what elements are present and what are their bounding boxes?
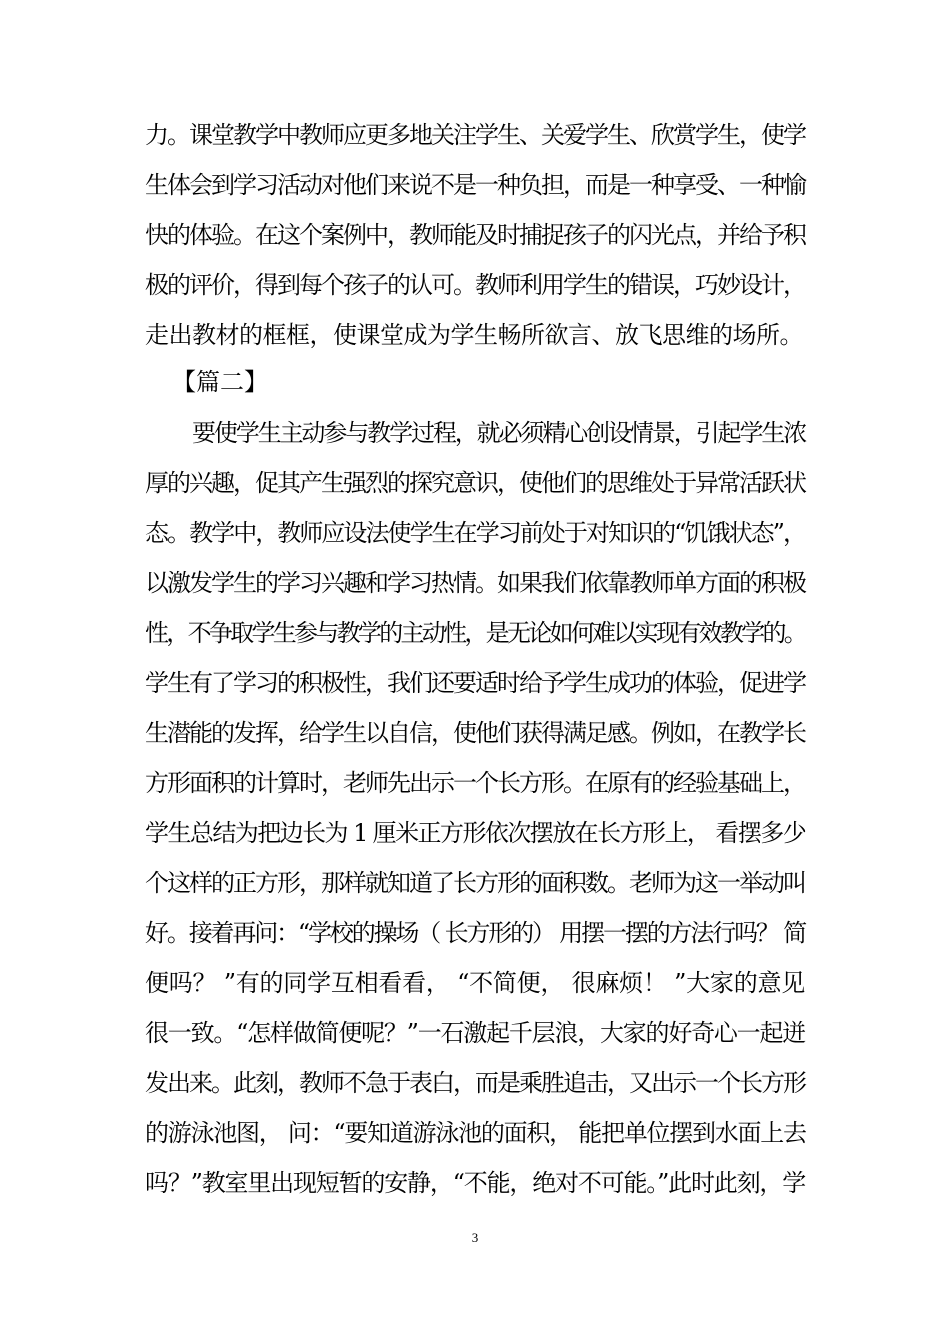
paragraph-2-line-2: 厚的兴趣，促其产生强烈的探究意识，使他们的思维处于异常活跃状 bbox=[145, 469, 805, 497]
section-heading: 【篇二】 bbox=[172, 368, 268, 396]
paragraph-2-line-7: 生潜能的发挥，给学生以自信，使他们获得满足感。例如，在教学长 bbox=[145, 719, 805, 747]
paragraph-2-line-15: 的游泳池图， 问：“要知道游泳池的面积， 能把单位摆到水面上去 bbox=[145, 1119, 806, 1147]
paragraph-1-line-4: 极的评价，得到每个孩子的认可。教师利用学生的错误，巧妙设计， bbox=[145, 271, 805, 299]
paragraph-2-line-10: 个这样的正方形，那样就知道了长方形的面积数。老师为这一举动叫 bbox=[145, 869, 805, 897]
paragraph-2-line-12: 便吗？ ”有的同学互相看看， “不简便， 很麻烦！ ”大家的意见 bbox=[145, 969, 805, 997]
paragraph-2-line-4: 以激发学生的学习兴趣和学习热情。如果我们依靠教师单方面的积极 bbox=[145, 569, 805, 597]
paragraph-1-line-1: 力。课堂教学中教师应更多地关注学生、关爱学生、欣赏学生，使学 bbox=[145, 121, 805, 149]
paragraph-2-line-16: 吗？”教室里出现短暂的安静，“不能，绝对不可能。”此时此刻，学 bbox=[145, 1169, 805, 1197]
paragraph-2-line-11: 好。接着再问：“学校的操场（ 长方形的） 用摆一摆的方法行吗？ 简 bbox=[145, 919, 805, 947]
paragraph-1-line-5: 走出教材的框框，使课堂成为学生畅所欲言、放飞思维的场所。 bbox=[145, 321, 803, 349]
paragraph-2-line-6: 学生有了学习的积极性，我们还要适时给予学生成功的体验，促进学 bbox=[145, 669, 805, 697]
page-number: 3 bbox=[471, 1230, 479, 1245]
paragraph-2-line-1: 要使学生主动参与教学过程，就必须精心创设情景，引起学生浓 bbox=[192, 419, 805, 447]
paragraph-2-line-8: 方形面积的计算时，老师先出示一个长方形。在原有的经验基础上， bbox=[145, 769, 805, 797]
paragraph-2-line-13: 很一致。“怎样做简便呢？”一石激起千层浪，大家的好奇心一起迸 bbox=[145, 1019, 805, 1047]
paragraph-2-line-14: 发出来。此刻，教师不急于表白，而是乘胜追击，又出示一个长方形 bbox=[145, 1069, 805, 1097]
paragraph-2-line-3: 态。教学中，教师应设法使学生在学习前处于对知识的“饥饿状态”， bbox=[145, 519, 805, 547]
paragraph-2-line-9: 学生总结为把边长为 1 厘米正方形依次摆放在长方形上， 看摆多少 bbox=[145, 819, 805, 847]
paragraph-1-line-2: 生体会到学习活动对他们来说不是一种负担，而是一种享受、一种愉 bbox=[145, 171, 805, 199]
paragraph-2-line-5: 性，不争取学生参与教学的主动性，是无论如何难以实现有效教学的。 bbox=[145, 619, 805, 647]
paragraph-1-line-3: 快的体验。在这个案例中，教师能及时捕捉孩子的闪光点，并给予积 bbox=[145, 221, 805, 249]
